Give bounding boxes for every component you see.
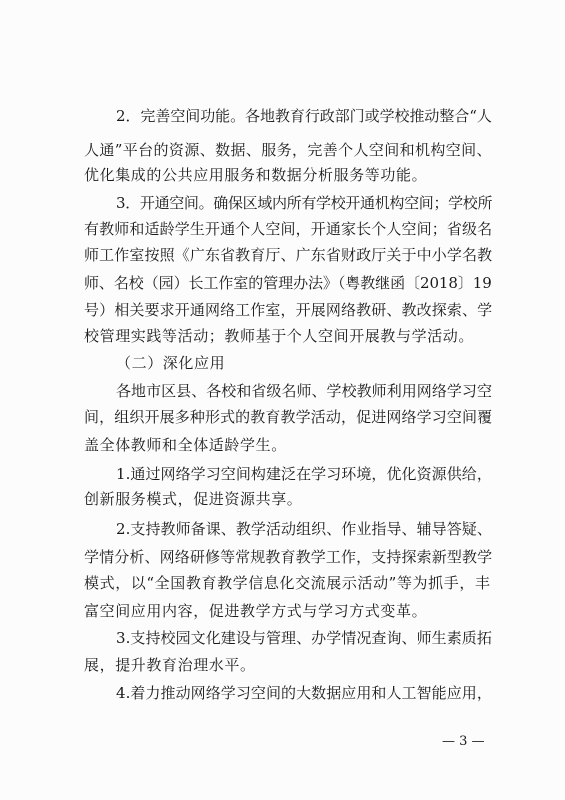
text-line: 间，组织开展多种形式的教育教学活动，促进网络学习空间覆: [84, 408, 493, 426]
text-line: 学情分析、网络研修等常规教育教学工作，支持探索新型教学: [84, 548, 493, 566]
text-line: 2.支持教师备课、教学活动组织、作业指导、辅导答疑、: [116, 520, 492, 538]
text-line: 有教师和适龄学生开通个人空间，开通家长个人空间；省级名: [84, 220, 493, 238]
text-line: 校管理实践等活动；教师基于个人空间开展教与学活动。: [84, 327, 475, 345]
text-line: 号）相关要求开通网络工作室，开展网络教研、教改探索、学: [84, 301, 493, 319]
text-line: 各地市区县、各校和省级名师、学校教师利用网络学习空: [116, 382, 493, 400]
text-line: 2．完善空间功能。各地教育行政部门或学校推动整合“人: [116, 107, 492, 125]
page-number: — 3 —: [442, 734, 485, 749]
text-line: 1.通过网络学习空间构建泛在学习环境，优化资源供给，: [116, 465, 492, 483]
text-line: 师、名校（园）长工作室的管理办法》（粤教继函〔2018〕19: [84, 274, 492, 292]
text-line: 3．开通空间。确保区域内所有学校开通机构空间；学校所: [116, 194, 493, 212]
section-heading: （二）深化应用: [116, 354, 226, 372]
text-line: 创新服务模式，促进资源共享。: [84, 490, 303, 508]
text-line: 展，提升教育治理水平。: [84, 656, 256, 674]
text-line: 模式，以“全国教育教学信息化交流展示活动”等为抓手，丰: [84, 574, 491, 592]
text-line: 富空间应用内容，促进教学方式与学习方式变革。: [84, 602, 428, 620]
text-line: 4.着力推动网络学习空间的大数据应用和人工智能应用，: [116, 684, 492, 702]
text-line: 师工作室按照《广东省教育厅、广东省财政厅关于中小学名教: [84, 246, 493, 264]
text-line: 人通”平台的资源、数据、服务，完善个人空间和机构空间、: [84, 141, 492, 159]
text-line: 优化集成的公共应用服务和数据分析服务等功能。: [84, 166, 428, 184]
text-line: 3.支持校园文化建设与管理、办学情况查询、师生素质拓: [116, 629, 492, 647]
text-line: 盖全体教师和全体适龄学生。: [84, 436, 287, 454]
